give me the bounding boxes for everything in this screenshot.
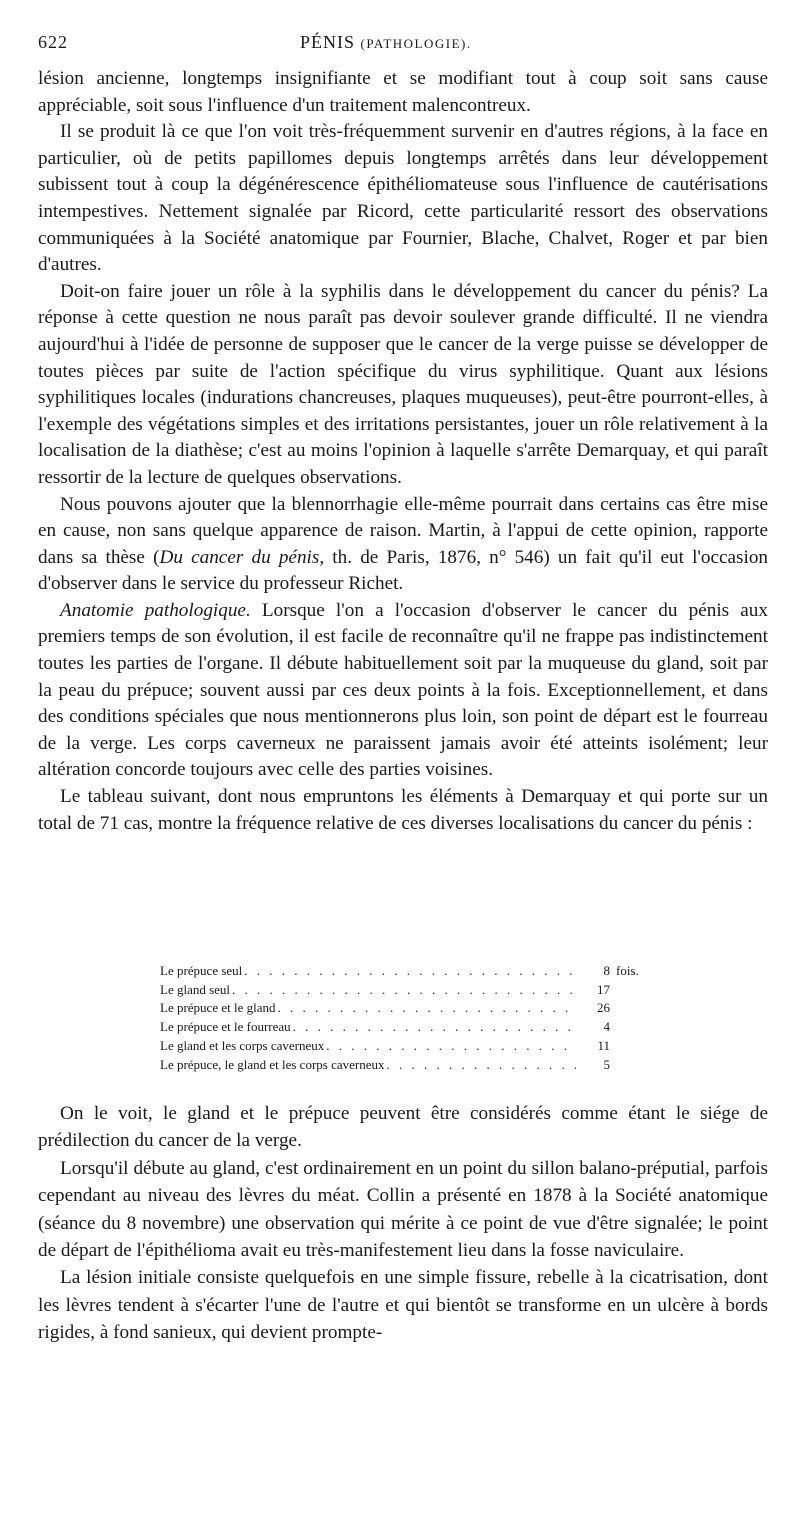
table-row	[160, 981, 650, 1000]
paragraph-3: Doit-on faire jouer un rôle à la syphilis dans le développement du cancer du pénis? La réponse à cette question ne nous paraît pas devoir soulever grande difficulté. Il ne viendra aujourd'hui à l'idée de personne de supposer que le cancer de la verge puisse se développer de toutes pièces par suite de l'action spécifique du virus syphilitique. Quant aux lésions syphilitiques locales (indurations chancreuses, plaques muqueuses), peut-être pourront-elles, à l'exemple des végétations simples et des irritations persistantes, jouer un rôle relativement à la localisation de la diathèse; c'est au moins l'opinion à laquelle s'arrête Demarquay, et qui paraît ressortir de la lecture de quelques observations.	[38, 280, 768, 488]
running-header	[38, 32, 768, 56]
page-number: 622	[38, 32, 68, 52]
row-label: Le prépuce et le gland	[160, 1000, 276, 1016]
row-unit: fois.	[616, 963, 639, 978]
body-text-top	[38, 66, 768, 837]
leader-dots	[291, 1018, 576, 1037]
row-value: 8	[603, 963, 610, 978]
row-value: 4	[603, 1019, 610, 1035]
row-label: Le prépuce, le gland et les corps caverneux	[160, 1056, 385, 1072]
running-title-main: PÉNIS	[300, 32, 356, 52]
paragraph-9: La lésion initiale consiste quelquefois en une simple fissure, rebelle à la cicatrisation, dont les lèvres tendent à s'écarter l'une de l'autre et qui bientôt se transforme en un ulcère à bords rigides, à fond sanieux, qui devient prompte-	[38, 1267, 768, 1344]
paragraph-1: lésion ancienne, longtemps insignifiante et se modifiant tout à coup soit sans cause appréciable, soit sous l'influence d'un traitement malencontreux.	[38, 68, 768, 116]
book-page	[38, 0, 768, 1520]
running-title-sub: (PATHOLOGIE).	[360, 36, 472, 51]
paragraph-2: Il se produit là ce que l'on voit très-fréquemment survenir en d'autres régions, à la face en particulier, où de petits papillomes depuis longtemps arrêtés dans leur développement subissent tout à coup la dégénérescence épithéliomateuse sous l'influence de cautérisations intempestives. Nettement signalée par Ricord, cette particularité ressort des observations communiquées à la Société anatomique par Fournier, Blache, Chalvet, Roger et par bien d'autres.	[38, 121, 768, 276]
leader-dots	[324, 1037, 576, 1056]
table-row	[160, 1037, 650, 1056]
paragraph-7: On le voit, le gland et le prépuce peuvent être considérés comme étant le siége de prédilection du cancer de la verge.	[38, 1103, 768, 1152]
leader-dots	[385, 1056, 576, 1075]
row-label: Le prépuce et le fourreau	[160, 1019, 291, 1035]
row-label: Le gland et les corps caverneux	[160, 1037, 325, 1053]
row-label: Le gland seul	[160, 981, 231, 997]
leader-dots	[242, 962, 576, 981]
section-heading-anatomie: Anatomie pathologique.	[60, 599, 251, 621]
table-row	[160, 1018, 650, 1037]
table-row	[160, 1056, 650, 1075]
body-text-bottom	[38, 1100, 768, 1347]
row-label: Le prépuce seul	[160, 963, 243, 978]
thesis-title: Du cancer du pénis	[159, 546, 320, 568]
table-row	[160, 999, 650, 1018]
anatomie-text: Lorsque l'on a l'occasion d'observer le cancer du pénis aux premiers temps de son évolution, il est facile de reconnaître qu'il ne frappe pas indistinctement toutes les parties de l'organe. Il débute habituellement soit par la muqueuse du gland, soit par la peau du prépuce; souvent aussi par ces deux points à la fois. Exceptionnellement, et dans des conditions spéciales que nous mentionnerons plus loin, son point de départ est le fourreau de la verge. Les corps caverneux ne paraissent jamais avoir été atteints isolément; leur altération concorde toujours avec celle des parties voisines.	[38, 599, 768, 781]
running-title	[300, 32, 472, 53]
paragraph-tableau: Le tableau suivant, dont nous empruntons les éléments à Demarquay et qui porte sur un total de 71 cas, montre la fréquence relative de ces diverses localisations du cancer du pénis :	[38, 786, 768, 834]
leader-dots	[276, 999, 577, 1018]
martin-text-before: Nous pouvons ajouter que la blennorrhagie elle-même pourrait dans certains cas être mise en cause, non sans quelque apparence de raison. Martin, à l'appui de cette opinion, rapporte dans sa thèse (	[38, 493, 768, 568]
paragraph-anatomie	[38, 598, 768, 784]
leader-dots	[230, 981, 576, 1000]
paragraph-8: Lorsqu'il débute au gland, c'est ordinairement en un point du sillon balano-préputial, parfois cependant au niveau des lèvres du méat. Collin a présenté en 1878 à la Société anatomique (séance du 8 novembre) une observation qui mérite à ce point de vue d'être signalée; le point de départ de l'épithélioma avait eu très-manifestement lieu dans la fosse naviculaire.	[38, 1157, 768, 1262]
row-value: 5	[603, 1056, 610, 1072]
row-value: 26	[597, 1000, 610, 1016]
paragraph-martin	[38, 492, 768, 598]
localization-table	[160, 962, 650, 1074]
martin-text-after: , th. de Paris, 1876, n° 546) un fait qu'il eut l'occasion d'observer dans le service du professeur Richet.	[38, 546, 769, 595]
row-value: 17	[597, 981, 610, 997]
row-value: 11	[597, 1037, 610, 1053]
table-row	[160, 962, 650, 981]
